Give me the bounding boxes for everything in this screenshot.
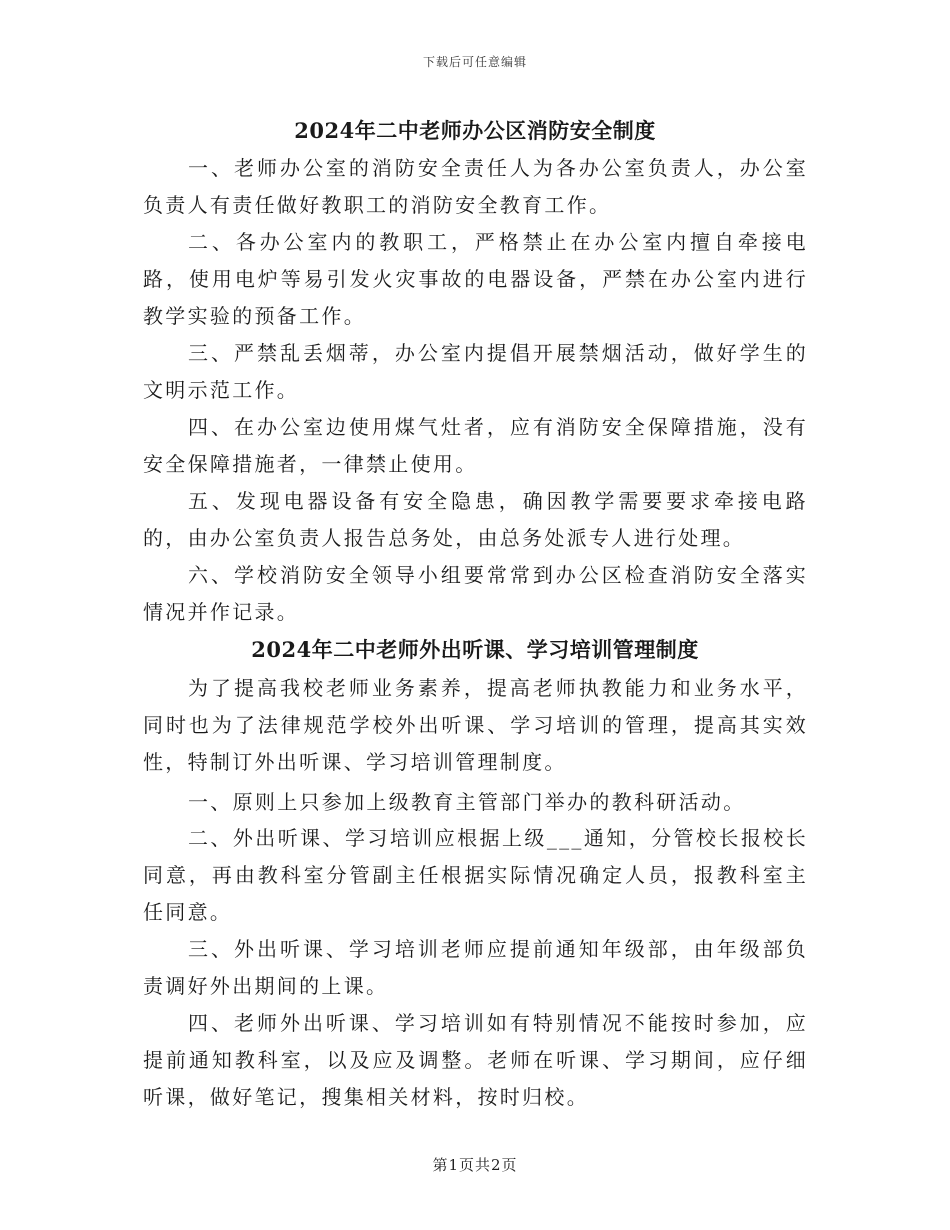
section-2-paragraph-1: 为了提高我校老师业务素养，提高老师执教能力和业务水平，同时也为了法律规范学校外出听课、学习培训的管理，提高其实效性，特制订外出听课、学习培训管理制度。 [143,676,808,774]
section-1-paragraph-1: 一、老师办公室的消防安全责任人为各办公室负责人，办公室负责人有责任做好教职工的消防安全教育工作。 [143,156,808,217]
section-2-paragraph-4: 三、外出听课、学习培训老师应提前通知年级部，由年级部负责调好外出期间的上课。 [143,937,808,998]
page-footer-page-info: 第1页共2页 [432,1156,518,1174]
section-2-paragraph-5: 四、老师外出听课、学习培训如有特别情况不能按时参加，应提前通知教科室，以及应及调整。老师在听课、学习期间，应仔细听课，做好笔记，搜集相关材料，按时归校。 [143,1011,808,1109]
section-1-paragraph-6: 六、学校消防安全领导小组要常常到办公区检查消防安全落实情况并作记录。 [143,563,808,624]
section-1-paragraph-3: 三、严禁乱丢烟蒂，办公室内提倡开展禁烟活动，做好学生的文明示范工作。 [143,341,808,402]
section-1-paragraph-4: 四、在办公室边使用煤气灶者，应有消防安全保障措施，没有安全保障措施者，一律禁止使用。 [143,415,808,476]
section-2-paragraph-2: 一、原则上只参加上级教育主管部门举办的教科研活动。 [188,790,746,814]
page-header-note: 下载后可任意编辑 [422,55,527,69]
section-2-title: 2024年二中老师外出听课、学习培训管理制度 [251,637,699,662]
section-2-paragraph-3: 二、外出听课、学习培训应根据上级___通知，分管校长报校长同意，再由教科室分管副主任根据实际情况确定人员，报教科室主任同意。 [143,826,808,924]
section-1-paragraph-2: 二、各办公室内的教职工，严格禁止在办公室内擅自牵接电路，使用电炉等易引发火灾事故的电器设备，严禁在办公室内进行教学实验的预备工作。 [143,230,808,328]
section-1-title: 2024年二中老师办公区消防安全制度 [294,118,656,143]
section-1-paragraph-5: 五、发现电器设备有安全隐患，确因教学需要要求牵接电路的，由办公室负责人报告总务处，由总务处派专人进行处理。 [143,489,808,550]
